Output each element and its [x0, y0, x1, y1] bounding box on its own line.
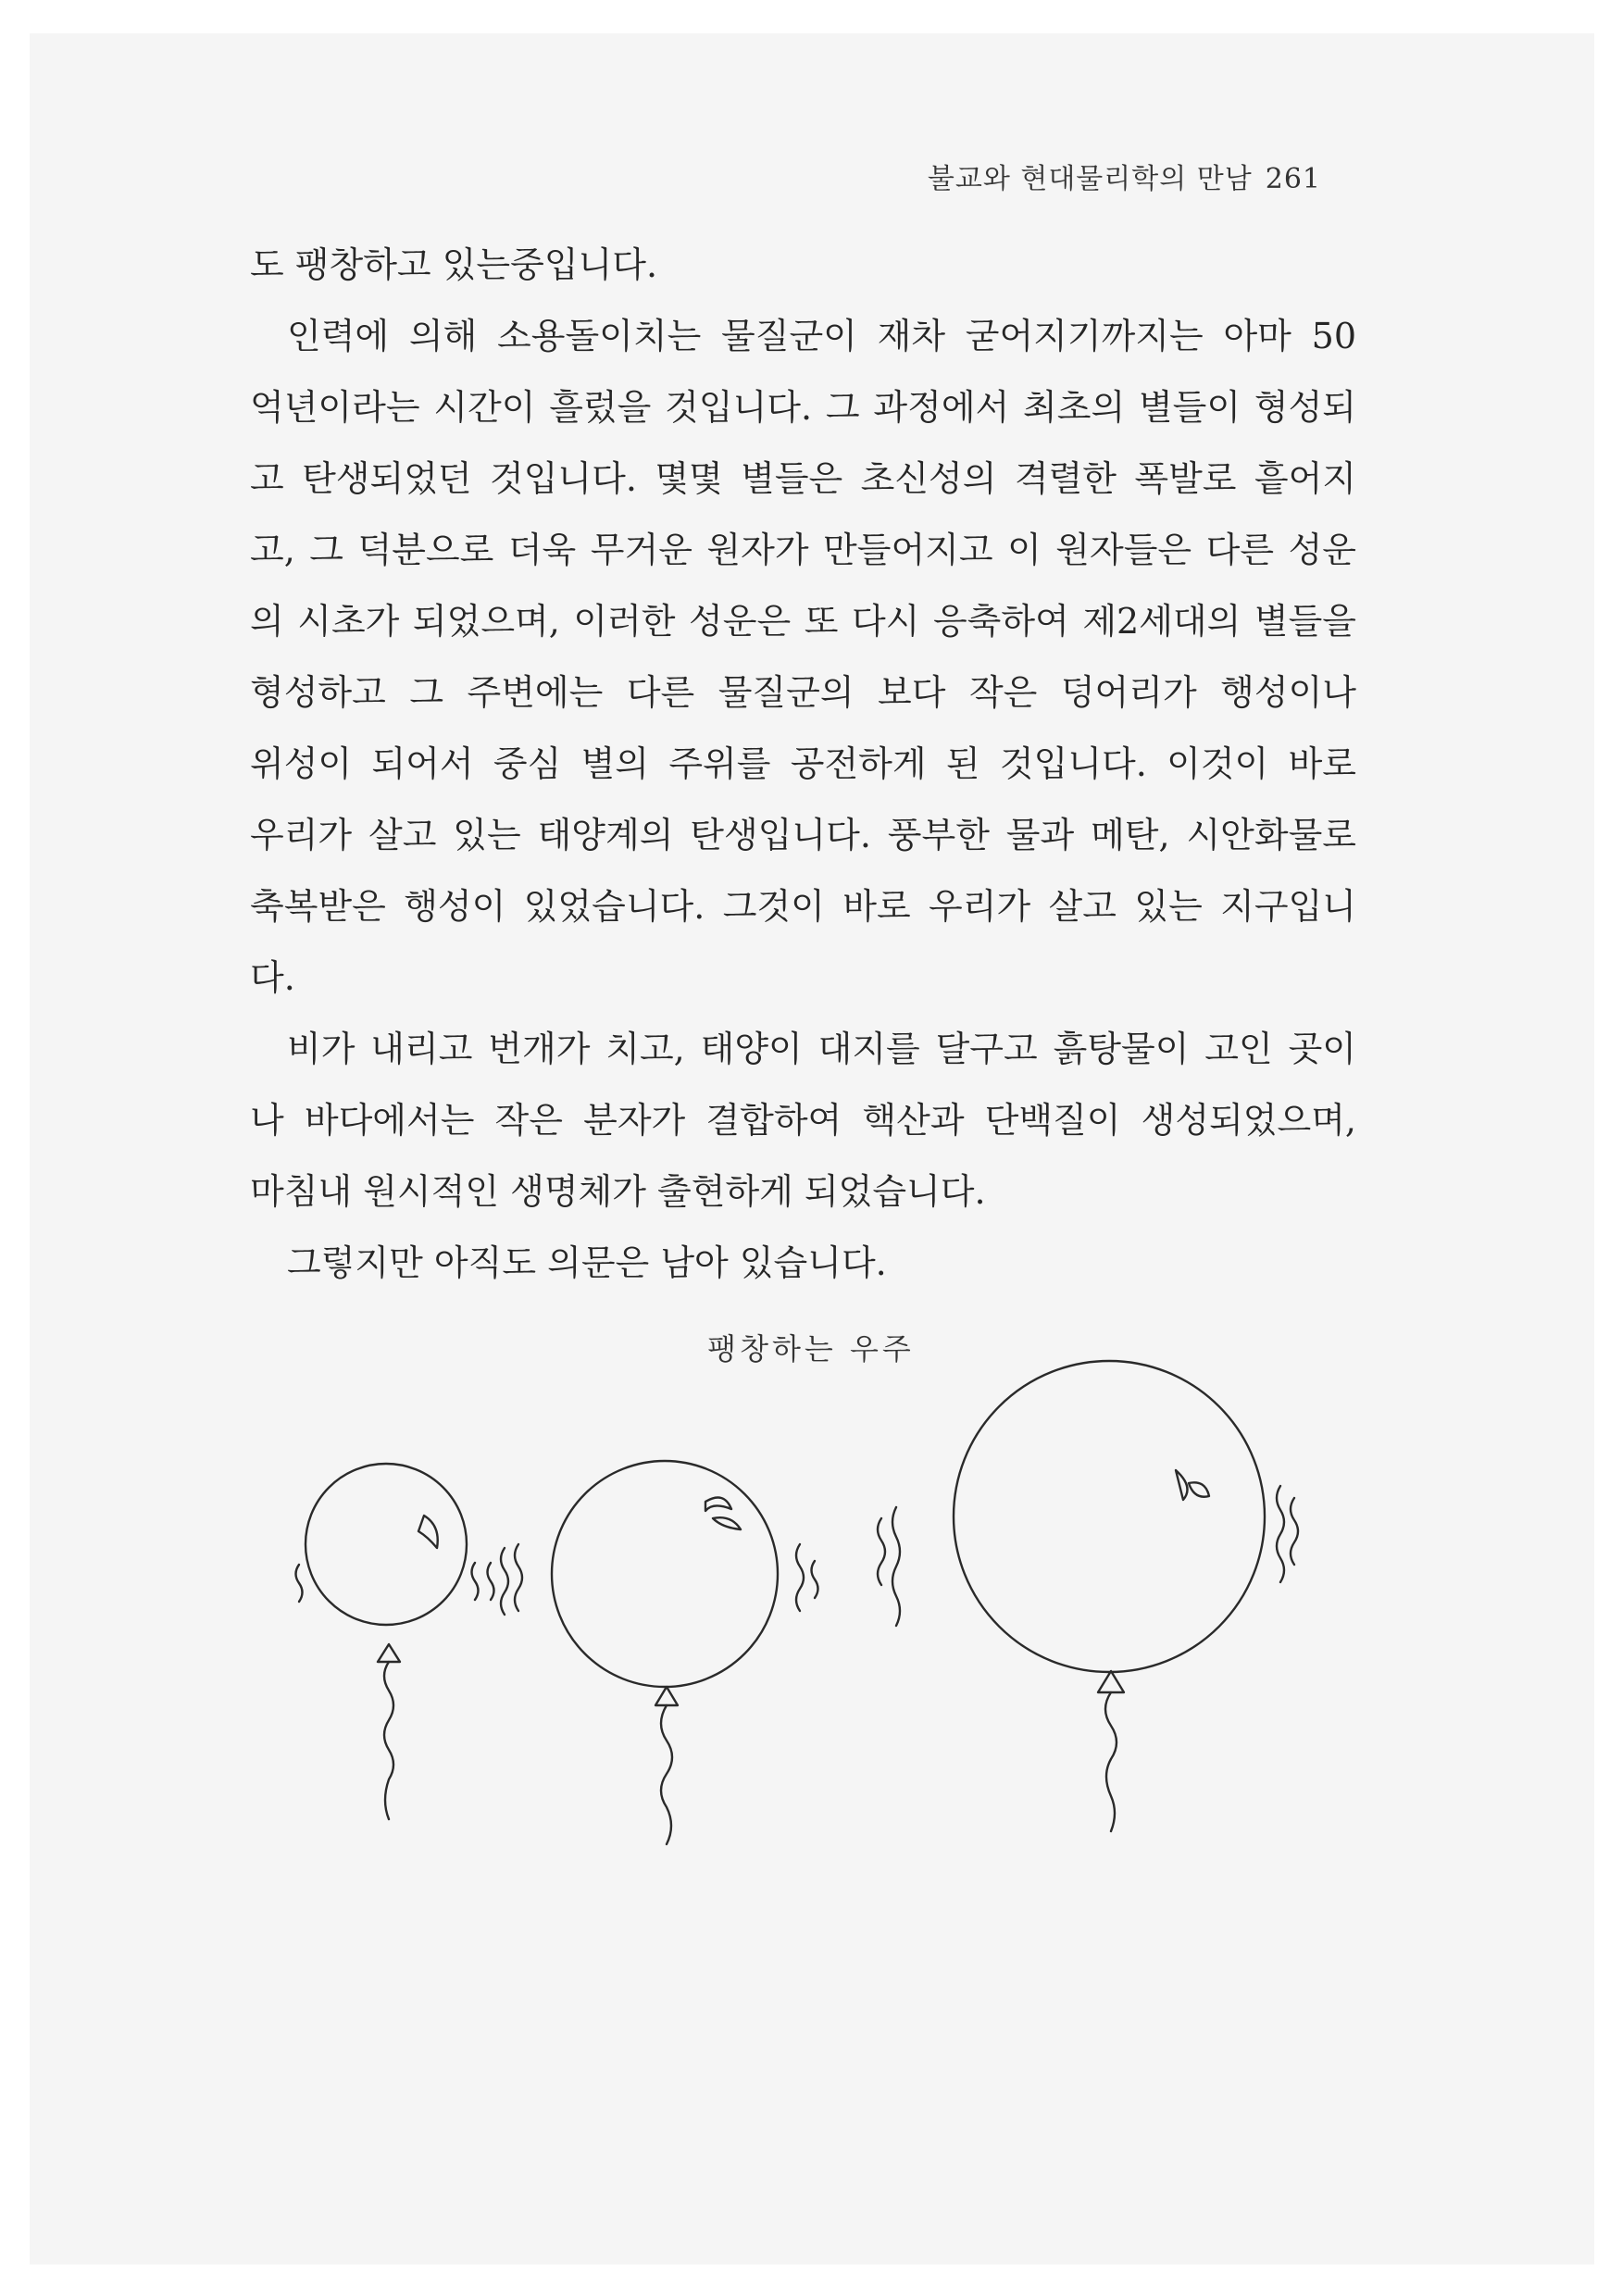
text-line: 형성하고 그 주변에는 다른 물질군의 보다 작은 덩어리가 행성이나	[250, 672, 1356, 713]
text-line: 도 팽창하고 있는중입니다.	[250, 244, 658, 285]
header-title: 불교와 현대물리학의 만남	[927, 163, 1253, 195]
text-line: 고 탄생되었던 것입니다. 몇몇 별들은 초신성의 격렬한 폭발로 흩어지	[250, 458, 1356, 499]
text-line: 비가 내리고 번개가 치고, 태양이 대지를 달구고 흙탕물이 고인 곳이	[287, 1029, 1356, 1069]
text-line: 의 시초가 되었으며, 이러한 성운은 또 다시 응축하여 제2세대의 별들을	[250, 601, 1356, 642]
small-balloon-icon	[296, 1464, 494, 1819]
figure-caption: 팽창하는 우주	[707, 1331, 915, 1366]
text-line: 마침내 원시적인 생명체가 출현하게 되었습니다.	[250, 1171, 986, 1212]
text-line: 억년이라는 시간이 흘렀을 것입니다. 그 과정에서 최초의 별들이 형성되	[250, 387, 1356, 428]
text-line: 고, 그 덕분으로 더욱 무거운 원자가 만들어지고 이 원자들은 다른 성운	[250, 530, 1356, 570]
text-line: 위성이 되어서 중심 별의 주위를 공전하게 된 것입니다. 이것이 바로	[250, 743, 1356, 784]
large-balloon-icon	[878, 1361, 1298, 1831]
text-line: 그렇지만 아직도 의문은 남아 있습니다.	[287, 1242, 887, 1283]
text-line: 다.	[250, 957, 295, 998]
medium-balloon-icon	[501, 1461, 818, 1844]
text-line: 나 바다에서는 작은 분자가 결합하여 핵산과 단백질이 생성되었으며,	[250, 1100, 1356, 1141]
text-line: 축복받은 행성이 있었습니다. 그것이 바로 우리가 살고 있는 지구입니	[250, 886, 1356, 927]
page-number: 261	[1265, 163, 1321, 195]
text-line: 인력에 의해 소용돌이치는 물질군이 재차 굳어지기까지는 아마 50	[287, 316, 1356, 356]
text-line: 우리가 살고 있는 태양계의 탄생입니다. 풍부한 물과 메탄, 시안화물로	[250, 815, 1356, 855]
